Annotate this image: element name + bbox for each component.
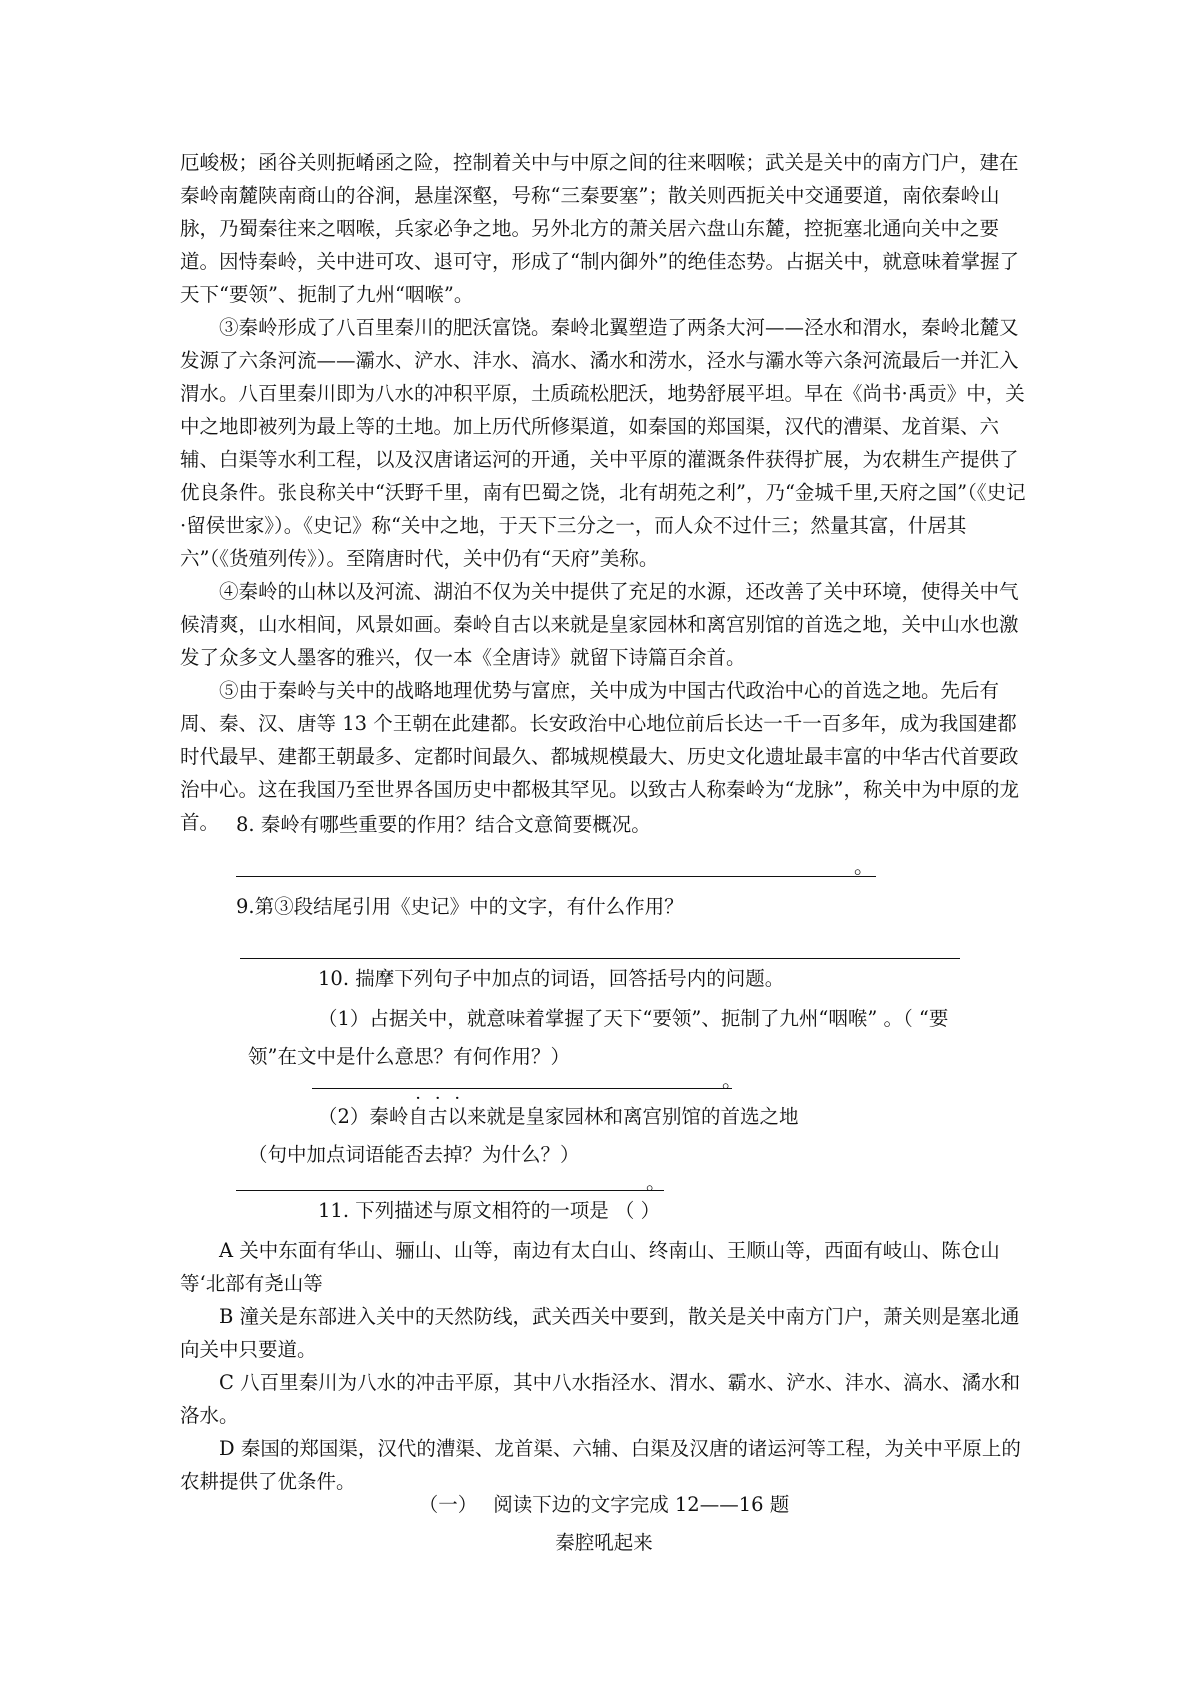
answer-line-q10-2[interactable]: [236, 1190, 664, 1191]
q10-2-suffix: 来就是皇家园林和离宫别馆的首选之地: [466, 1105, 799, 1128]
section-title: 秦腔吼起来: [555, 1531, 653, 1554]
answer-period-q8: 。: [854, 854, 874, 878]
section-heading: （一） 阅读下边的文字完成 12——16 题: [418, 1493, 790, 1516]
q10-2-prefix: （2）秦岭: [318, 1105, 409, 1128]
question-10-1-line-a: （1）占据关中，就意味着掌握了天下“要领”、扼制了九州“咽喉” 。（ “要: [318, 1007, 949, 1030]
question-10-2-line-b: （句中加点词语能否去掉？为什么？）: [248, 1143, 580, 1166]
paragraph-5: ⑤由于秦岭与关中的战略地理优势与富庶，关中成为中国古代政治中心的首选之地。先后有周、秦、汉、唐等 13 个王朝在此建都。长安政治中心地位前后长达一千一百多年，成为我国建都时代最早、建都王朝最多、定都时间最久、都城规模最大、历史文化遗址最丰富的中华古代首要政治中心。这在我国乃至世界各国历史中都极其罕见。以致古人称秦岭为“龙脉”，称关中为中原的龙首。: [180, 679, 1019, 834]
question-9: 9.第③段结尾引用《史记》中的文字，有什么作用？: [236, 895, 684, 918]
option-b: B 潼关是东部进入关中的天然防线，武关西关中要到，散关是关中南方门户，萧关则是塞北通向关中只要道。: [180, 1305, 1020, 1361]
paragraph-3: ③秦岭形成了八百里秦川的肥沃富饶。秦岭北翼塑造了两条大河——泾水和渭水，秦岭北麓又发源了六条河流——灞水、浐水、沣水、滈水、潏水和涝水，泾水与灞水等六条河流最后一并汇入渭水。八百里秦川即为八水的冲积平原，土质疏松肥沃，地势舒展平坦。早在《尚书·禹贡》中，关中之地即被列为最上等的土地。加上历代所修渠道，如秦国的郑国渠，汉代的漕渠、龙首渠、六辅、白渠等水利工程，以及汉唐诸运河的开通，关中平原的灌溉条件获得扩展，为农耕生产提供了优良条件。张良称关中“沃野千里，南有巴蜀之饶，北有胡苑之利”，乃“金城千里,天府之国”（《史记·留侯世家》）。《史记》称“关中之地，于天下三分之一，而人众不过什三；然量其富，什居其六”（《货殖列传》）。至隋唐时代，关中仍有“天府”美称。: [180, 316, 1026, 570]
option-c: C 八百里秦川为八水的冲击平原，其中八水指泾水、渭水、霸水、浐水、沣水、滈水、潏水和洛水。: [180, 1371, 1021, 1427]
question-10: 10. 揣摩下列句子中加点的词语，回答括号内的问题。: [318, 967, 785, 990]
dotted-char-2: 古: [427, 1105, 448, 1128]
question-11: 11. 下列描述与原文相符的一项是 （ ）: [318, 1199, 661, 1222]
dotted-char-1: 自: [408, 1105, 428, 1128]
paragraph-4: ④秦岭的山林以及河流、湖泊不仅为关中提供了充足的水源，还改善了关中环境，使得关中气候清爽，山水相间，风景如画。秦岭自古以来就是皇家园林和离宫别馆的首选之地，关中山水也激发了众多文人墨客的雅兴，仅一本《全唐诗》就留下诗篇百余首。: [180, 580, 1019, 669]
answer-period-q10-1: 。: [722, 1068, 742, 1092]
paragraph-2-continued: 厄峻极；函谷关则扼崤函之险，控制着关中与中原之间的往来咽喉；武关是关中的南方门户，建在秦岭南麓陕南商山的谷涧，悬崖深壑，号称“三秦要塞”；散关则西扼关中交通要道，南依秦岭山脉，乃蜀秦往来之咽喉，兵家必争之地。另外北方的萧关居六盘山东麓，控扼塞北通向关中之要道。因恃秦岭，关中进可攻、退可守，形成了“制内御外”的绝佳态势。占据关中，就意味着掌握了天下“要领”、扼制了九州“咽喉”。: [180, 151, 1019, 306]
question-10-1-line-b: 领”在文中是什么意思？有何作用？）: [248, 1045, 570, 1068]
answer-line-q8[interactable]: [236, 876, 876, 877]
answer-line-q9[interactable]: [240, 958, 960, 959]
dotted-char-3: 以: [447, 1105, 467, 1128]
option-a: A 关中东面有华山、骊山、山等，南边有太白山、终南山、王顺山等，西面有岐山、陈仓山等‘北部有尧山等: [180, 1239, 1000, 1295]
answer-period-q10-2: 。: [646, 1170, 666, 1194]
question-11-options: [180, 1234, 1028, 1498]
answer-line-q10-1[interactable]: [312, 1088, 732, 1089]
question-10-2-line-a: [318, 1100, 1038, 1133]
option-d: D 秦国的郑国渠，汉代的漕渠、龙首渠、六辅、白渠及汉唐的诸运河等工程，为关中平原上的农耕提供了优条件。: [180, 1437, 1021, 1493]
question-8: 8. 秦岭有哪些重要的作用？结合文意简要概况。: [236, 813, 651, 836]
passage-body: [180, 146, 1028, 839]
